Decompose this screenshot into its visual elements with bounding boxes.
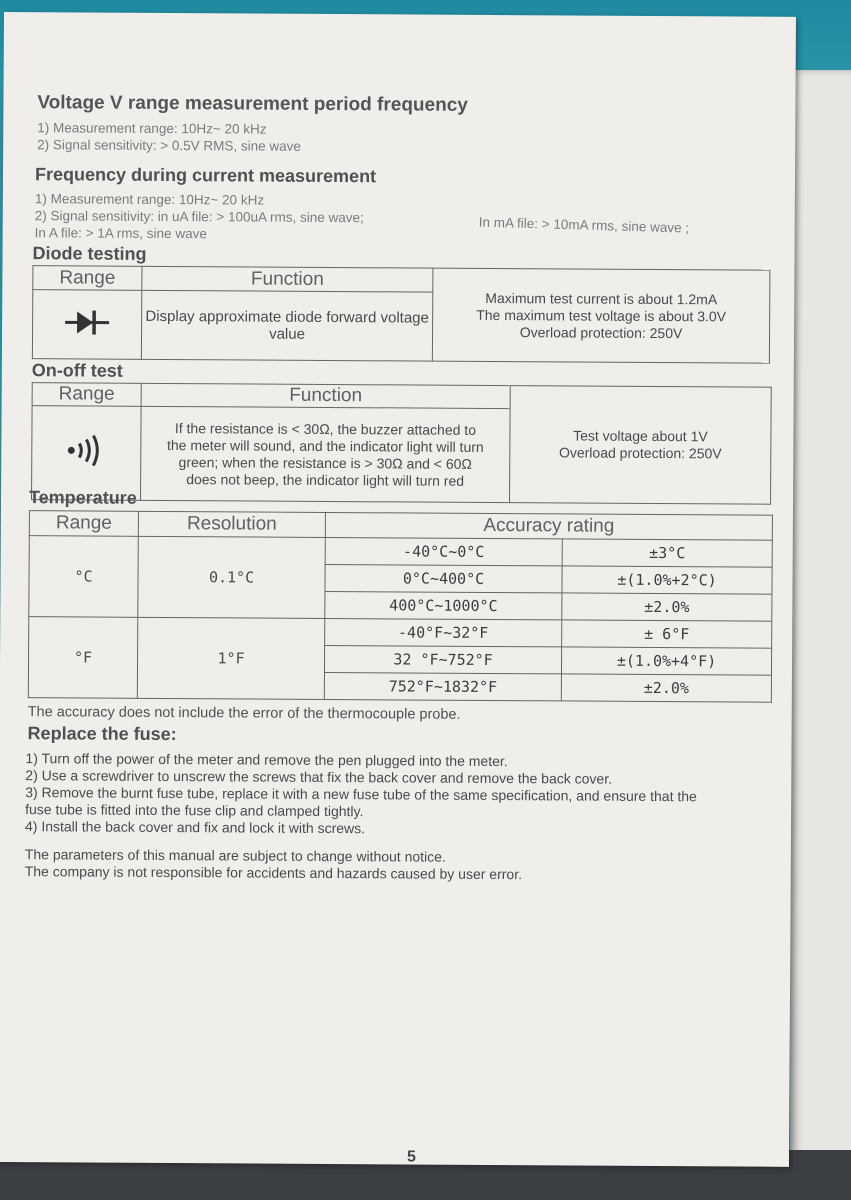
buzzer-icon [62,432,110,468]
footer-note-2: The company is not responsible for accidents and hazards caused by user error. [24,863,523,883]
onoff-range-cell [32,406,142,501]
temp-range-f-2: 32 °F~752°F [324,645,561,673]
temp-header-range: Range [29,511,138,537]
temp-unit-fahrenheit: °F [28,617,137,699]
onoff-function-line-3: green; when the resistance is > 30Ω and < 60Ω [178,453,472,472]
temp-range-c-1: -40°C~0°C [325,537,562,565]
fuse-section-title: Replace the fuse: [27,723,177,745]
temp-accuracy-c-1: ±3°C [562,539,772,567]
voltage-section-title: Voltage V range measurement period frequency [37,92,468,116]
temp-range-f-3: 752°F~1832°F [324,672,561,700]
temp-header-accuracy: Accuracy rating [325,512,772,540]
temp-range-f-1: -40°F~32°F [325,618,562,646]
voltage-line-2: 2) Signal sensitivity: > 0.5V RMS, sine wave [37,137,301,154]
temperature-section-title: Temperature [28,487,137,508]
diode-section-title: Diode testing [32,243,147,264]
fuse-step-3: 3) Remove the burnt fuse tube, replace it with a new fuse tube of the same specification, and ensure that the [25,784,697,805]
fuse-step-3-cont: fuse tube is fitted into the fuse clip and clamped tightly. [25,801,364,820]
temp-resolution-fahrenheit: 1°F [137,617,324,699]
onoff-function-line-1: If the resistance is < 30Ω, the buzzer attached to [174,419,477,438]
onoff-section-title: On-off test [31,360,123,381]
fuse-step-1: 1) Turn off the power of the meter and remove the pen plugged into the meter. [25,750,508,770]
onoff-function-cell [141,406,511,502]
current-line-2: 2) Signal sensitivity: in uA file: > 100uA rms, sine wave; [34,208,364,226]
onoff-header-function: Function [141,383,510,408]
next-page-edge [790,70,851,1170]
diode-header-range: Range [33,266,142,291]
onoff-note-1: Test voltage about 1V [573,427,708,445]
diode-range-cell [32,290,141,360]
temp-header-resolution: Resolution [138,511,325,537]
diode-function-cell: Display approximate diode forward voltage value [141,290,432,361]
current-line-1: 1) Measurement range: 10Hz~ 20 kHz [34,191,265,208]
temp-accuracy-c-3: ±2.0% [562,593,772,621]
onoff-function-line-2: the meter will sound, and the indicator light will turn [166,436,484,455]
diode-note-3: Overload protection: 250V [519,323,683,341]
diode-notes [432,268,770,363]
temp-accuracy-c-2: ±(1.0%+2°C) [562,566,772,594]
diode-header-function: Function [142,266,433,292]
diode-note-1: Maximum test current is about 1.2mA [485,289,718,307]
temp-accuracy-f-2: ±(1.0%+4°F) [561,647,771,675]
temp-accuracy-f-1: ± 6°F [562,620,772,648]
diode-symbol-icon [63,307,111,337]
diode-table [32,265,771,364]
temp-unit-celsius: °C [29,536,138,618]
temperature-table [28,510,773,703]
diode-note-2: The maximum test voltage is about 3.0V [476,306,727,324]
onoff-table [31,382,772,505]
fuse-step-4: 4) Install the back cover and fix and lock it with screws. [24,818,366,837]
manual-page [0,12,796,1167]
current-section-title: Frequency during current measurement [34,164,377,187]
onoff-note-2: Overload protection: 250V [558,444,722,462]
page-number: 5 [406,1148,416,1166]
temp-range-c-3: 400°C~1000°C [325,591,562,619]
onoff-function-line-4: does not beep, the indicator light will turn red [186,470,465,489]
temp-range-c-2: 0°C~400°C [325,564,562,592]
current-line-3: In A file: > 1A rms, sine wave [34,225,207,242]
onoff-header-range: Range [32,383,141,407]
voltage-line-1: 1) Measurement range: 10Hz~ 20 kHz [37,120,267,137]
temp-resolution-celsius: 0.1°C [138,536,325,618]
onoff-notes [510,386,772,505]
temp-accuracy-f-3: ±2.0% [561,674,771,702]
temperature-note: The accuracy does not include the error of the thermocouple probe. [27,704,461,723]
footer-note-1: The parameters of this manual are subject to change without notice. [24,846,446,865]
fuse-step-2: 2) Use a screwdriver to unscrew the screws that fix the back cover and remove the back cover. [25,767,613,787]
current-line-2-right: In mA file: > 10mA rms, sine wave ; [478,214,690,236]
